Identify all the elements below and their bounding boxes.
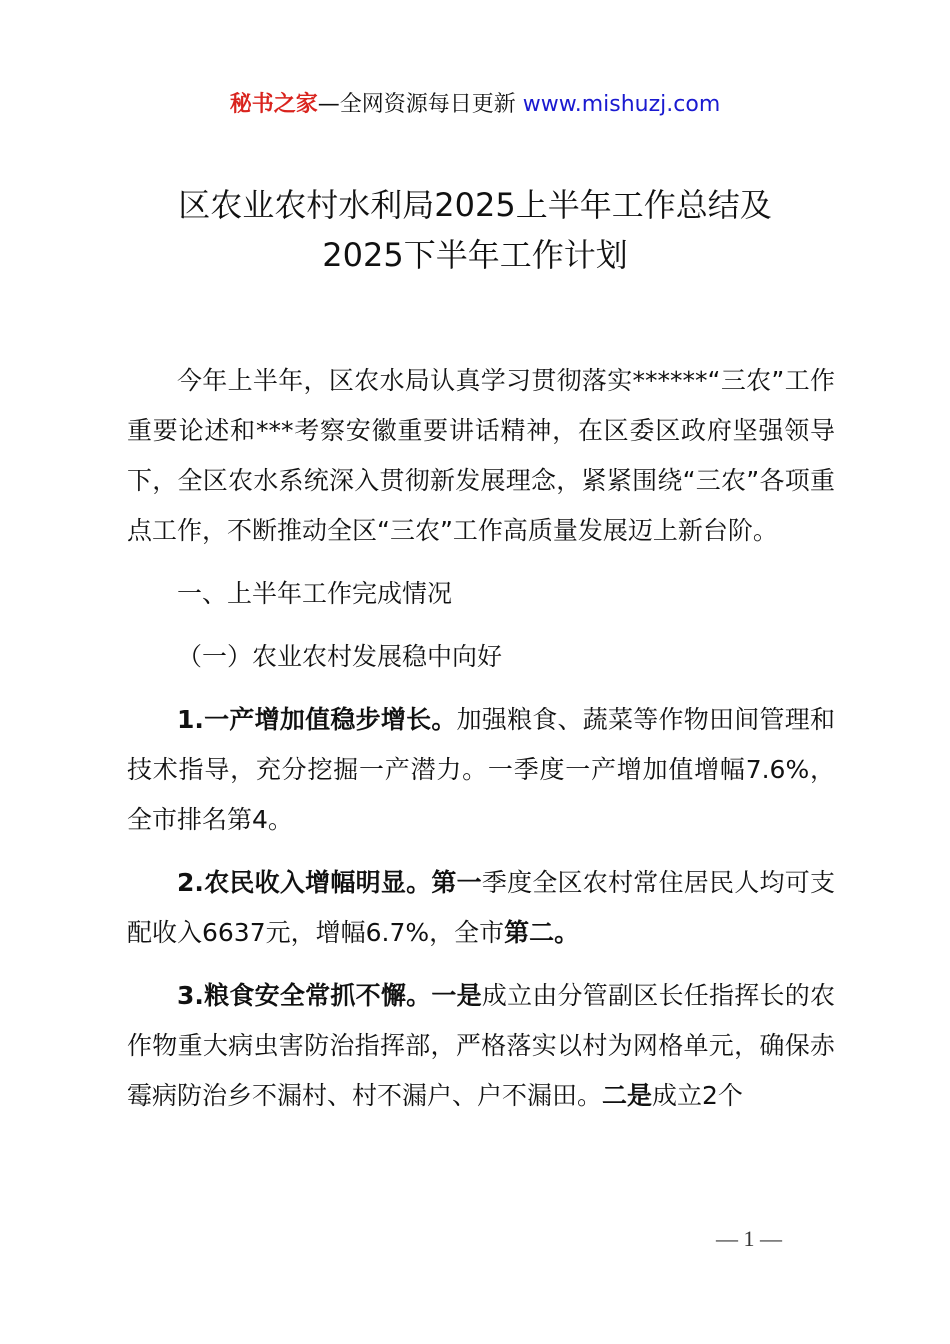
item-3-text-second: 成立2个 <box>652 1081 743 1110</box>
item-1-text: 加强粮食、蔬菜等作物田间管理和技术指导，充分挖掘一产潜力。一季度一产增加值增幅7.6%，全市排名第4。 <box>127 705 835 834</box>
section-heading-1: 一、上半年工作完成情况 <box>177 579 453 608</box>
item-3-lead: 3.粮食安全常抓不懈。 <box>177 981 432 1010</box>
item-2-bold-rank: 第二。 <box>504 918 580 947</box>
title-line-1: 区农业农村水利局2025上半年工作总结及 <box>178 186 772 224</box>
brand-name: 秘书之家 <box>229 92 318 117</box>
item-1-lead: 1.一产增加值稳步增长。 <box>177 705 457 734</box>
item-3-bold-second: 二是 <box>602 1081 653 1110</box>
item-2-lead: 2.农民收入增幅明显。 <box>177 868 432 897</box>
subsection-heading-1: （一）农业农村发展稳中向好 <box>177 642 503 671</box>
item-1-paragraph <box>127 695 835 845</box>
item-3-paragraph <box>127 971 835 1121</box>
item-2-text: 季度全区农村常住居民人均可支配收入6637元，增幅6.7%，全市 <box>127 868 835 947</box>
intro-paragraph: 今年上半年，区农水局认真学习贯彻落实******“三农”工作重要论述和***考察安徽重要讲话精神，在区委区政府坚强领导下，全区农水系统深入贯彻新发展理念，紧紧围绕“三农”各项重点工作，不断推动全区“三农”工作高质量发展迈上新台阶。 <box>127 366 835 545</box>
header-tagline: —全网资源每日更新 <box>317 92 523 117</box>
item-3-bold-first: 一是 <box>431 981 482 1010</box>
item-2-bold-quarter: 第一 <box>431 868 482 897</box>
title-line-2: 2025下半年工作计划 <box>322 236 628 274</box>
site-url-link[interactable]: www.mishuzj.com <box>522 92 721 117</box>
item-3-text-first: 成立由分管副区长任指挥长的农作物重大病虫害防治指挥部，严格落实以村为网格单元，确保赤霉病防治乡不漏村、村不漏户、户不漏田。 <box>127 981 835 1110</box>
document-body <box>127 356 835 1134</box>
document-title <box>0 180 950 280</box>
item-2-paragraph <box>127 858 835 958</box>
page-number: — 1 — <box>716 1226 782 1251</box>
site-header <box>0 90 950 120</box>
